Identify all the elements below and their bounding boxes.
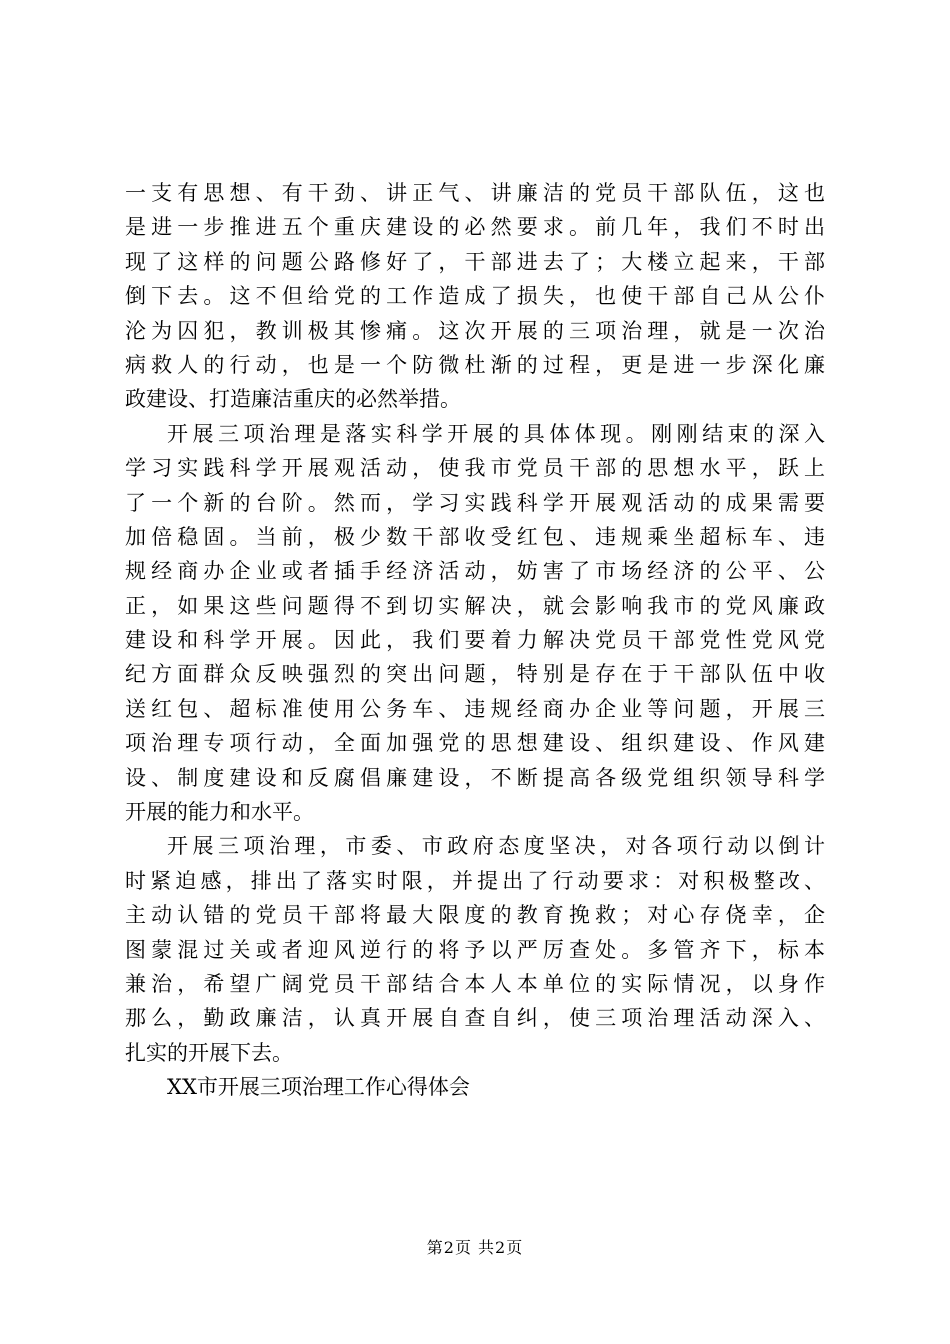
text-line: 设、制度建设和反腐倡廉建设，不断提高各级党组织领导科学 [125, 765, 825, 790]
text-line: 项治理专项行动，全面加强党的思想建设、组织建设、作风建 [125, 731, 825, 756]
text-line: 规经商办企业或者插手经济活动，妨害了市场经济的公平、公 [125, 559, 825, 584]
paragraph [125, 1070, 825, 1104]
text-line: 一支有思想、有干劲、讲正气、讲廉洁的党员干部队伍，这也 [125, 181, 825, 205]
text-line: 扎实的开展下去。 [125, 1040, 293, 1065]
text-line: 是进一步推进五个重庆建设的必然要求。前几年，我们不时出 [125, 215, 825, 240]
paragraph [125, 829, 825, 1070]
text-line: 兼治，希望广阔党员干部结合本人本单位的实际情况，以身作 [125, 971, 825, 996]
text-line: XX市开展三项治理工作心得体会 [167, 1075, 470, 1100]
text-line: 病救人的行动，也是一个防微杜渐的过程，更是进一步深化廉 [125, 352, 825, 377]
paragraph [125, 176, 825, 417]
text-line: 图蒙混过关或者迎风逆行的将予以严厉查处。多管齐下，标本 [125, 937, 825, 962]
text-line: 送红包、超标准使用公务车、违规经商办企业等问题，开展三 [125, 696, 825, 721]
text-line: 那么，勤政廉洁，认真开展自查自纠，使三项治理活动深入、 [125, 1006, 825, 1031]
paragraph [125, 417, 825, 830]
text-line: 开展的能力和水平。 [125, 800, 314, 825]
text-line: 学习实践科学开展观活动，使我市党员干部的思想水平，跃上 [125, 456, 825, 481]
text-line: 了一个新的台阶。然而，学习实践科学开展观活动的成果需要 [125, 490, 825, 515]
text-line: 政建设、打造廉洁重庆的必然举措。 [125, 387, 461, 412]
text-line: 倒下去。这不但给党的工作造成了损失，也使干部自己从公仆 [125, 284, 825, 309]
text-line: 开展三项治理，市委、市政府态度坚决，对各项行动以倒计 [167, 834, 825, 859]
text-line: 加倍稳固。当前，极少数干部收受红包、违规乘坐超标车、违 [125, 524, 825, 549]
text-line: 时紧迫感，排出了落实时限，并提出了行动要求：对积极整改、 [125, 868, 825, 893]
text-line: 开展三项治理是落实科学开展的具体体现。刚刚结束的深入 [167, 421, 825, 446]
page-footer: 第2页 共2页 [426, 1238, 524, 1257]
document-body [125, 176, 825, 1105]
text-line: 纪方面群众反映强烈的突出问题，特别是存在于干部队伍中收 [125, 662, 825, 687]
text-line: 现了这样的问题公路修好了，干部进去了；大楼立起来，干部 [125, 249, 825, 274]
text-line: 正，如果这些问题得不到切实解决，就会影响我市的党风廉政 [125, 593, 825, 618]
text-line: 沦为囚犯，教训极其惨痛。这次开展的三项治理，就是一次治 [125, 318, 825, 343]
text-line: 建设和科学开展。因此，我们要着力解决党员干部党性党风党 [125, 628, 825, 653]
text-line: 主动认错的党员干部将最大限度的教育挽救；对心存侥幸，企 [125, 903, 825, 928]
